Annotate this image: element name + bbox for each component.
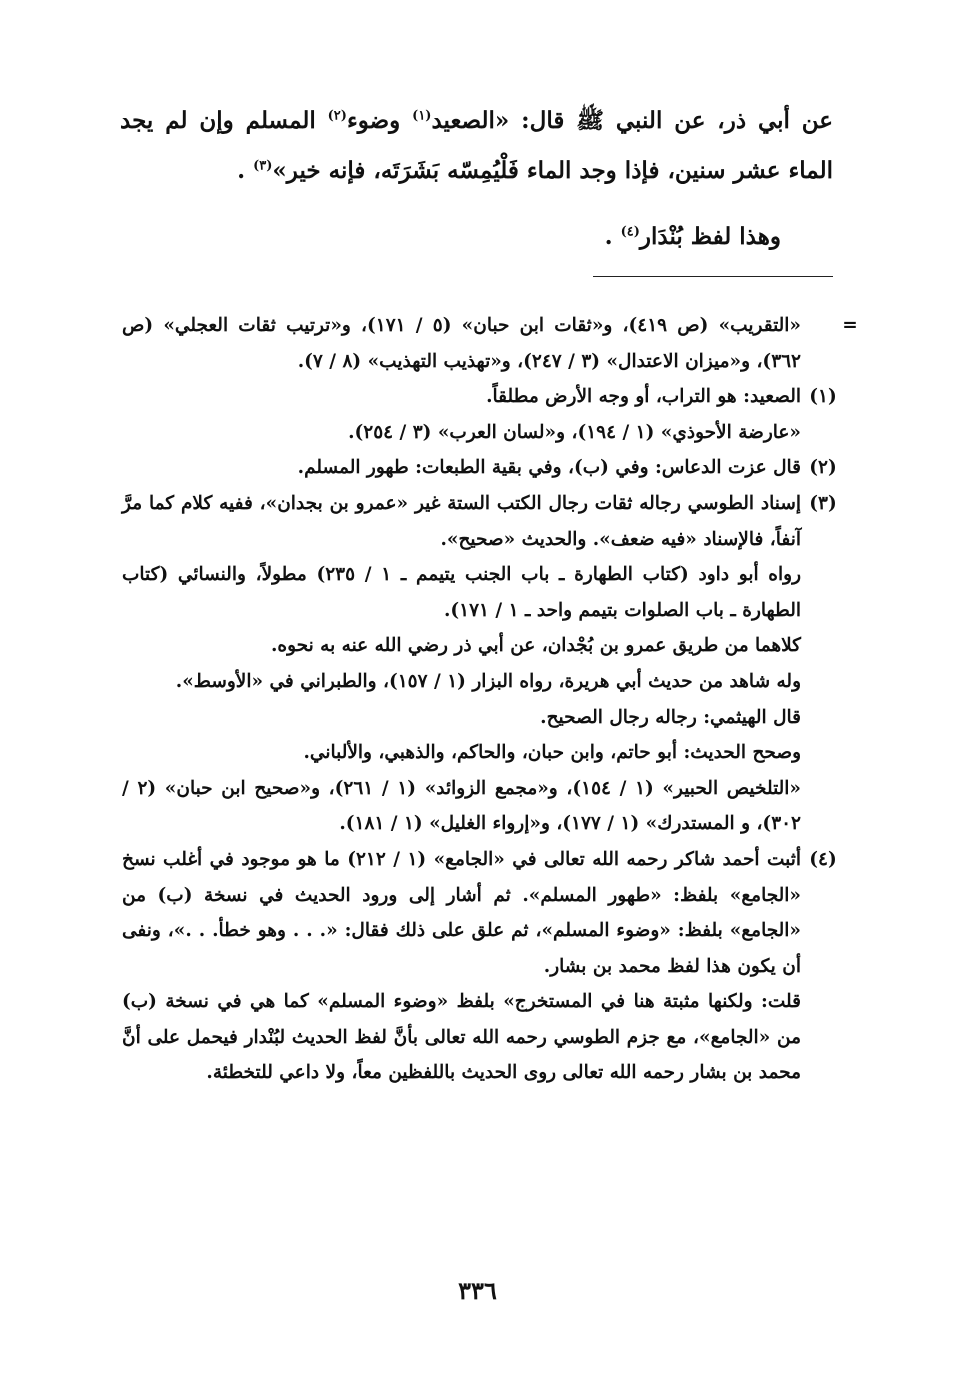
continuation-marker: = — [842, 315, 858, 336]
footnote-paragraph: قال عزت الدعاس: وفي (ب)، وفي بقية الطبعات: طهور المسلم. — [297, 457, 801, 479]
footnote-number: (٤) — [809, 848, 837, 870]
hadith-text-part4: . — [237, 157, 254, 184]
footnote-paragraph: كلاهما من طريق عمرو بن بُجْدان، عن أبي ذر رضي الله عنه به نحوه. — [270, 635, 801, 657]
footnote-ref-1: (١) — [412, 108, 432, 124]
hadith-text-part3: المسلم وإن لم يجد الماء عشر سنين، فإذا وجد الماء فَلْيُمِسّه بَشَرَتَه، فإنه خير» — [120, 107, 833, 184]
main-text — [120, 96, 833, 262]
footnote-paragraph: «التقريب» (ص ٤١٩)، و«ثقات ابن حبان» (٥ / ١٧١)، و«ترتيب ثقات العجلي» (ص ٣٦٢)، و«ميزان الاعتدال» (٣ / ٢٤٧)، و«تهذيب التهذيب» (٨ / ٧). — [122, 315, 801, 372]
page-number: ٣٣٦ — [458, 1276, 497, 1305]
footnote-paragraph: رواه أبو داود (كتاب الطهارة ـ باب الجنب يتيمم ـ ١ / ٢٣٥) مطولاً، والنسائي (كتاب الطهارة ـ باب الصلوات بتيمم واحد ـ ١ / ١٧١). — [122, 564, 802, 621]
footnote-4 — [122, 842, 843, 1091]
hadith-text-part2: وضوء — [346, 107, 413, 134]
footnote-ref-3: (٣) — [253, 158, 273, 174]
footnote-paragraph: الصعيد: هو التراب، أو وجه الأرض مطلقاً. — [486, 386, 801, 408]
closing-text: وهذا لفظ بُنْدَار — [639, 223, 781, 250]
footnotes-section — [122, 308, 858, 1091]
closing-line — [120, 212, 781, 262]
footnote-number: (٢) — [809, 457, 837, 479]
footnote-3 — [122, 486, 843, 842]
hadith-paragraph — [120, 96, 833, 196]
footnote-paragraph: قلت: ولكنها مثبتة هنا في المستخرج» بلفظ «وضوء المسلم» كما هي في نسخة (ب) من «الجامع»، مع جزم الطوسي رحمه الله تعالى بأنَّ لفظ الحديث لبُنْدار فيحمل على أنَّ محمد بن بشار رحمه الله تعالى روى الحديث باللفظين معاً، ولا داعي للتخطئة. — [122, 991, 801, 1084]
footnote-paragraph: أثبت أحمد شاكر رحمه الله تعالى في «الجامع» (١ / ٢١٢) ما هو موجود في أغلب نسخ «الجامع» بلفظ: «طهور المسلم». ثم أشار إلى ورود الحديث في نسخة (ب) من «الجامع» بلفظ: «وضوء المسلم»، ثم علق على ذلك فقال: «. . . وهو خطأ. . .»، ونفى أن يكون هذا لفظ محمد بن بشار. — [122, 848, 802, 977]
footnote-number: (٣) — [809, 492, 837, 514]
hadith-text-part1: عن أبي ذر، عن النبي ﷺ قال: «الصعيد — [431, 107, 834, 134]
footnote-paragraph: إسناد الطوسي رجاله ثقات رجال الكتب الستة غير «عمرو بن بجدان»، ففيه كلام كما مرَّ آنفاً، فالإسناد «فيه ضعف». والحديث «صحيح». — [122, 492, 801, 550]
footnote-2 — [122, 450, 843, 486]
footnote-ref-2: (٢) — [327, 108, 347, 124]
footnote-paragraph: وصحح الحديث: أبو حاتم، وابن حبان، والحاكم، والذهبي، والألباني. — [303, 742, 801, 764]
footnote-1 — [122, 379, 843, 450]
footnote-paragraph: قال الهيثمي: رجاله رجال الصحيح. — [540, 706, 801, 728]
closing-end: . — [604, 223, 621, 250]
footnote-paragraph: وله شاهد من حديث أبي هريرة، رواه البزار (١ / ١٥٧)، والطبراني في «الأوسط». — [175, 670, 801, 692]
footnote-number: (١) — [809, 386, 837, 408]
footnote-continuation — [122, 308, 858, 379]
footnote-divider — [593, 276, 833, 277]
footnote-paragraph: «التلخيص الحبير» (١ / ١٥٤)، و«مجمع الزوائد» (١ / ٢٦١)، و«صحيح ابن حبان» (٢ / ٣٠٢)، و المستدرك» (١ / ١٧٧)، و«إرواء الغليل» (١ / ١٨١). — [122, 777, 801, 835]
footnote-paragraph: «عارضة الأحوذي» (١ / ١٩٤)، و«لسان العرب» (٣ / ٢٥٤). — [348, 421, 801, 443]
footnote-ref-4: (٤) — [620, 224, 640, 240]
